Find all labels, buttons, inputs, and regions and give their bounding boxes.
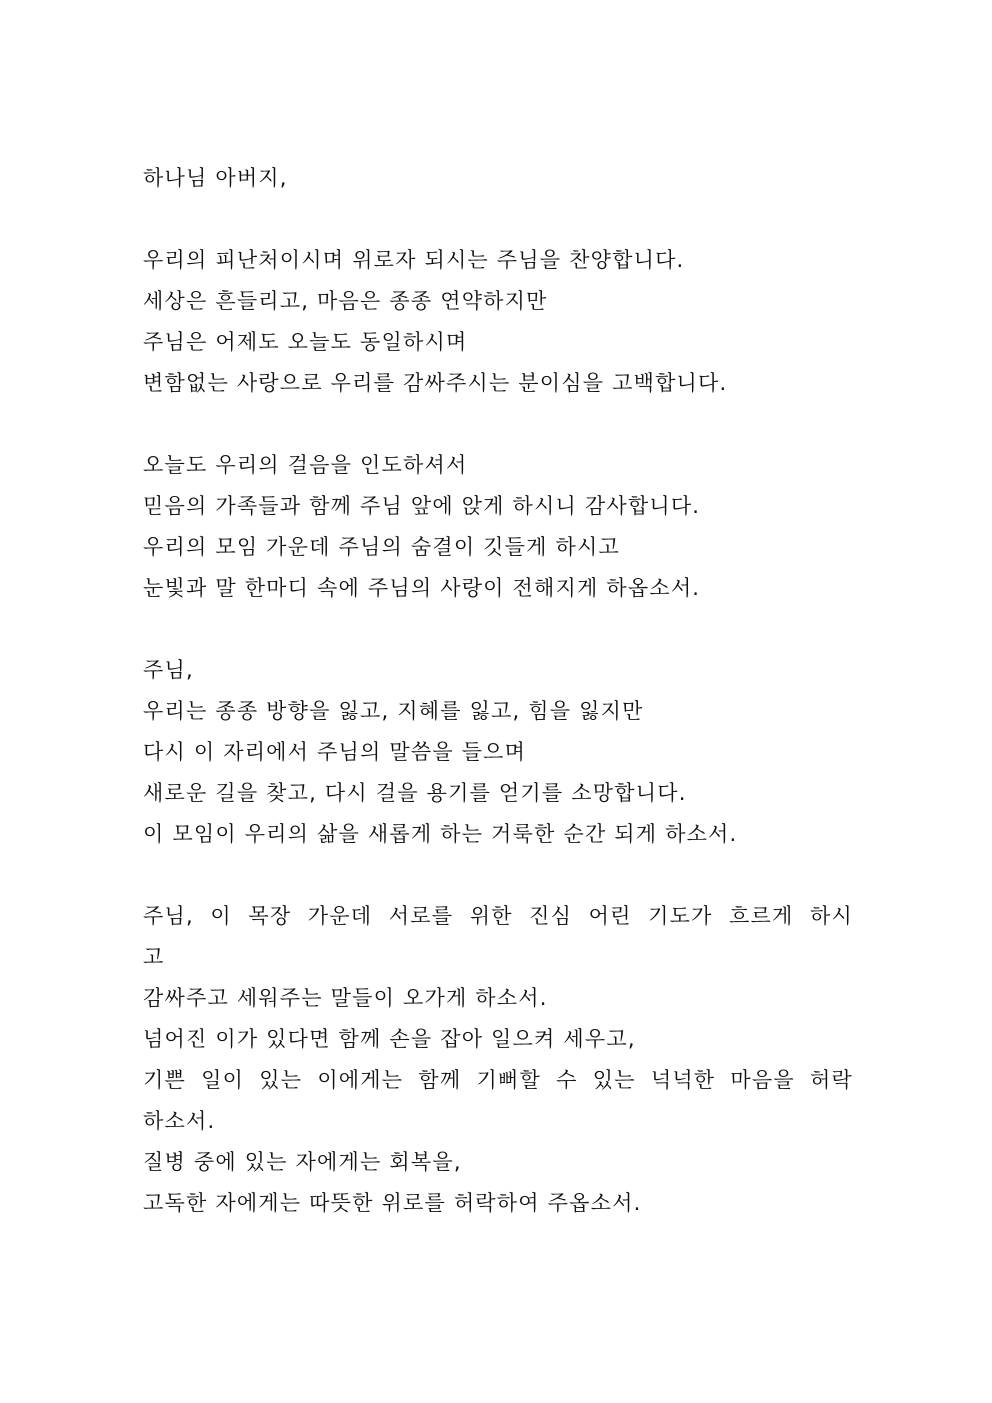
greeting-paragraph bbox=[143, 158, 853, 199]
text-line: 우리의 피난처이시며 위로자 되시는 주님을 찬양합니다. bbox=[143, 248, 685, 272]
text-line: 고 bbox=[143, 945, 165, 969]
text-line: 주님은 어제도 오늘도 동일하시며 bbox=[143, 330, 468, 354]
text-line: 새로운 길을 찾고, 다시 걸을 용기를 얻기를 소망합니다. bbox=[143, 781, 687, 805]
text-line: 기쁜 일이 있는 이에게는 함께 기뻐할 수 있는 넉넉한 마음을 허락 bbox=[143, 1068, 853, 1092]
text-line: 주님, bbox=[143, 658, 194, 682]
text-line: 넘어진 이가 있다면 함께 손을 잡아 일으켜 세우고, bbox=[143, 1027, 636, 1051]
text-line: 다시 이 자리에서 주님의 말씀을 들으며 bbox=[143, 740, 527, 764]
text-line: 우리의 모임 가운데 주님의 숨결이 깃들게 하시고 bbox=[143, 535, 620, 559]
text-line: 질병 중에 있는 자에게는 회복을, bbox=[143, 1150, 462, 1174]
text-line: 감싸주고 세워주는 말들이 오가게 하소서. bbox=[143, 986, 548, 1010]
text-line: 우리는 종종 방향을 잃고, 지혜를 잃고, 힘을 잃지만 bbox=[143, 699, 644, 723]
text-line: 주님, 이 목장 가운데 서로를 위한 진심 어린 기도가 흐르게 하시 bbox=[143, 904, 853, 928]
text-line: 오늘도 우리의 걸음을 인도하셔서 bbox=[143, 453, 468, 477]
text-line: 변함없는 사랑으로 우리를 감싸주시는 분이심을 고백합니다. bbox=[143, 371, 728, 395]
paragraph-intercession bbox=[143, 896, 853, 1224]
text-line: 하소서. bbox=[143, 1109, 216, 1133]
text-line: 세상은 흔들리고, 마음은 종종 연약하지만 bbox=[143, 289, 548, 313]
paragraph-thanks bbox=[143, 445, 853, 609]
greeting-line: 하나님 아버지, bbox=[143, 166, 288, 190]
paragraph-praise bbox=[143, 240, 853, 404]
text-line: 믿음의 가족들과 함께 주님 앞에 앉게 하시니 감사합니다. bbox=[143, 494, 701, 518]
text-line: 고독한 자에게는 따뜻한 위로를 허락하여 주옵소서. bbox=[143, 1191, 642, 1215]
text-line: 이 모임이 우리의 삶을 새롭게 하는 거룩한 순간 되게 하소서. bbox=[143, 822, 738, 846]
prayer-text bbox=[143, 158, 853, 1265]
paragraph-hope bbox=[143, 650, 853, 855]
text-line: 눈빛과 말 한마디 속에 주님의 사랑이 전해지게 하옵소서. bbox=[143, 576, 701, 600]
